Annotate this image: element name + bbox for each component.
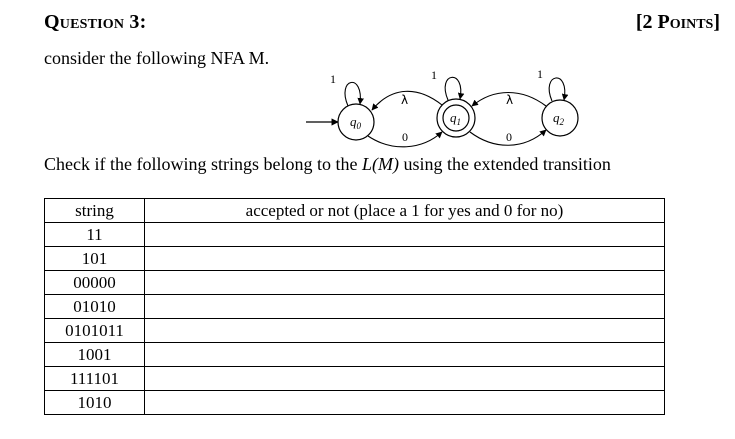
edge-q2-q1-symbol: λ [506, 93, 514, 107]
question-number: 3: [129, 11, 147, 33]
answer-cell[interactable] [145, 343, 665, 367]
string-cell: 1001 [45, 343, 145, 367]
table-row [45, 247, 665, 271]
loop-q1 [445, 77, 461, 100]
edge-q1-q0-symbol: λ [401, 93, 409, 107]
nfa-diagram [300, 68, 600, 158]
edge-q0-q1-symbol: 0 [402, 130, 408, 144]
instruction-after: using the extended transition [398, 154, 611, 174]
table-row [45, 391, 665, 415]
answer-cell[interactable] [145, 391, 665, 415]
table-row [45, 295, 665, 319]
loop-q0-symbol: 1 [330, 72, 336, 86]
answer-cell[interactable] [145, 367, 665, 391]
string-cell: 111101 [45, 367, 145, 391]
state-q0-label: $q_0$ [350, 114, 361, 131]
table-row [45, 223, 665, 247]
header-string: string [45, 199, 145, 223]
table-row [45, 271, 665, 295]
table-row [45, 319, 665, 343]
answer-table [44, 198, 665, 415]
string-cell: 0101011 [45, 319, 145, 343]
state-q2-label: $q_2$ [553, 110, 564, 127]
answer-cell[interactable] [145, 223, 665, 247]
question-title [44, 11, 146, 34]
state-q1-label: $q_1$ [450, 110, 461, 127]
loop-q2-symbol: 1 [537, 68, 543, 81]
loop-q2 [549, 78, 565, 101]
string-cell: 1010 [45, 391, 145, 415]
header-accepted: accepted or not (place a 1 for yes and 0 for no) [145, 199, 665, 223]
answer-cell[interactable] [145, 319, 665, 343]
answer-cell[interactable] [145, 271, 665, 295]
table-header-row [45, 199, 665, 223]
string-cell: 01010 [45, 295, 145, 319]
intro-text: consider the following NFA M. [44, 48, 270, 68]
loop-q1-symbol: 1 [431, 68, 437, 82]
question-points: [2 Points] [635, 11, 720, 33]
instruction-before: Check if the following strings belong to the [44, 154, 362, 174]
table-row [45, 343, 665, 367]
instruction-text [44, 154, 611, 175]
string-cell: 00000 [45, 271, 145, 295]
question-word: Question [44, 11, 125, 33]
instruction-language: L(M) [361, 154, 399, 174]
string-cell: 11 [45, 223, 145, 247]
string-cell: 101 [45, 247, 145, 271]
loop-q0 [345, 82, 360, 106]
answer-cell[interactable] [145, 295, 665, 319]
table-row [45, 367, 665, 391]
edge-q1-q2-symbol: 0 [506, 130, 512, 144]
answer-cell[interactable] [145, 247, 665, 271]
